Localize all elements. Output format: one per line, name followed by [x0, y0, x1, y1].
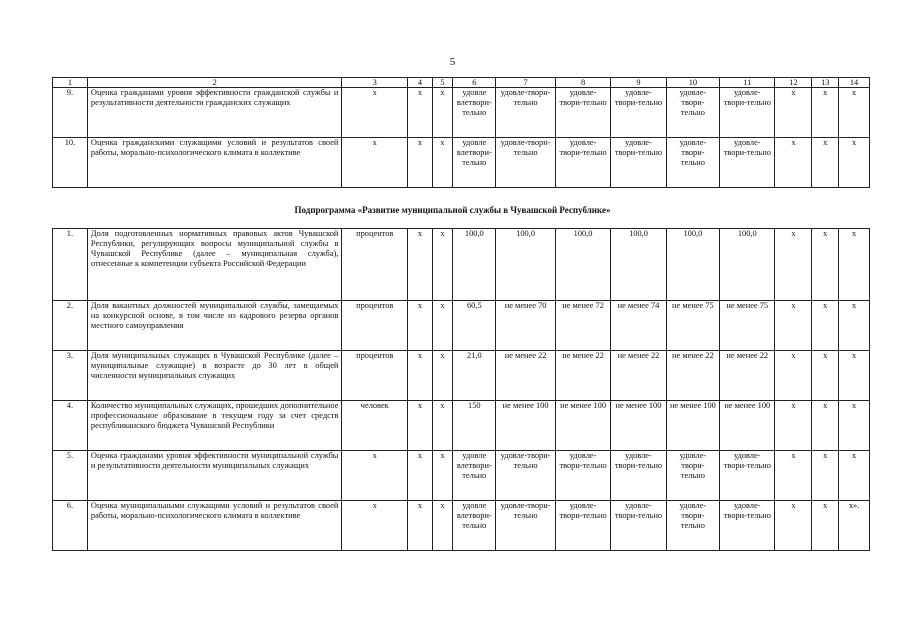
- value-cell: не менее 70: [496, 301, 556, 351]
- value-cell: не менее 75: [720, 301, 775, 351]
- value-cell: x: [812, 351, 839, 401]
- unit-cell: x: [342, 451, 408, 501]
- column-number: 7: [496, 78, 556, 88]
- unit-cell: x: [342, 501, 408, 551]
- value-cell: 100,0: [666, 229, 719, 301]
- value-cell: удовле влетвори-тельно: [453, 451, 496, 501]
- value-cell: x: [432, 301, 453, 351]
- value-cell: x: [408, 401, 433, 451]
- value-cell: x: [408, 88, 433, 138]
- indicator-name: Оценка гражданскими служащими условий и результатов своей работы, морально-психологического климата в коллективе: [87, 138, 342, 188]
- value-cell: x: [432, 451, 453, 501]
- value-cell: x: [408, 501, 433, 551]
- value-cell: 100,0: [496, 229, 556, 301]
- value-cell: 150: [453, 401, 496, 451]
- value-cell: 100,0: [555, 229, 610, 301]
- value-cell: не менее 100: [496, 401, 556, 451]
- value-cell: x: [408, 351, 433, 401]
- value-cell: удовле-твори-тельно: [555, 451, 610, 501]
- value-cell: x: [408, 301, 433, 351]
- column-number: 10: [666, 78, 719, 88]
- value-cell: не менее 100: [555, 401, 610, 451]
- value-cell: x: [775, 229, 812, 301]
- value-cell: x: [812, 401, 839, 451]
- value-cell: x: [432, 351, 453, 401]
- unit-cell: процентов: [342, 301, 408, 351]
- column-number: 1: [53, 78, 88, 88]
- indicator-name: Доля вакантных должностей муниципальной службы, замещаемых на конкурсной основе, в том числе из кадрового резерва органов местного самоуправления: [87, 301, 342, 351]
- column-number: 13: [812, 78, 839, 88]
- column-number: 6: [453, 78, 496, 88]
- value-cell: не менее 22: [720, 351, 775, 401]
- value-cell: не менее 22: [496, 351, 556, 401]
- table-row: [53, 451, 870, 501]
- value-cell: удовле-творн-тельно: [496, 138, 556, 188]
- value-cell: удовле влетвори-тельно: [453, 501, 496, 551]
- indicator-name: Оценка гражданами уровня эффективности гражданской службы и результативности деятельности гражданских служащих: [87, 88, 342, 138]
- value-cell: не менее 100: [666, 401, 719, 451]
- value-cell: x: [812, 88, 839, 138]
- indicator-name: Оценка гражданами уровня эффективности муниципальной службы и результативности деятельности муниципальных служащих: [87, 451, 342, 501]
- unit-cell: человек: [342, 401, 408, 451]
- indicator-name: Оценка муниципальными служащими условий и результатов своей работы, морально-психологического климата в коллективе: [87, 501, 342, 551]
- value-cell: не менее 100: [611, 401, 666, 451]
- value-cell: удовле-твори-тельно: [666, 88, 719, 138]
- value-cell: x: [812, 501, 839, 551]
- value-cell: удовле влетвори-тельно: [453, 88, 496, 138]
- value-cell: удовле-твори-тельно: [720, 138, 775, 188]
- table-row: [53, 88, 870, 138]
- value-cell: x: [408, 451, 433, 501]
- value-cell: удовле-твори-тельно: [666, 501, 719, 551]
- indicators-table-top: [52, 77, 870, 188]
- value-cell: 100,0: [611, 229, 666, 301]
- value-cell: x: [775, 401, 812, 451]
- value-cell: не менее 74: [611, 301, 666, 351]
- unit-cell: процентов: [342, 229, 408, 301]
- value-cell: x: [432, 501, 453, 551]
- value-cell: 21,0: [453, 351, 496, 401]
- value-cell: удовле-твори-тельно: [720, 451, 775, 501]
- value-cell: удовле-твори-тельно: [611, 138, 666, 188]
- row-number: 10.: [53, 138, 88, 188]
- indicator-name: Количество муниципальных служащих, прошедших дополнительное профессиональное образование в текущем году за счет средств республиканского бюджета Чувашской Республики: [87, 401, 342, 451]
- value-cell: удовле-твори-тельно: [555, 88, 610, 138]
- value-cell: x: [839, 229, 870, 301]
- value-cell: x: [812, 451, 839, 501]
- indicator-name: Доля подготовленных нормативных правовых актов Чувашской Республики, регулирующих вопросы муниципальной службы в Чувашской Республике (далее – муниципальная служба), отнесенные к компетенции субъекта Российской Федерации: [87, 229, 342, 301]
- value-cell: не менее 22: [555, 351, 610, 401]
- row-number: 3.: [53, 351, 88, 401]
- value-cell: удовле-твори-тельно: [666, 451, 719, 501]
- column-number: 12: [775, 78, 812, 88]
- unit-cell: процентов: [342, 351, 408, 401]
- value-cell: удовле влетвори-тельно: [453, 138, 496, 188]
- table-row: [53, 301, 870, 351]
- unit-cell: x: [342, 138, 408, 188]
- value-cell: x: [775, 351, 812, 401]
- value-cell: x: [812, 229, 839, 301]
- value-cell: x: [839, 401, 870, 451]
- value-cell: удовле-твори-тельно: [555, 138, 610, 188]
- value-cell: не менее 72: [555, 301, 610, 351]
- row-number: 9.: [53, 88, 88, 138]
- row-number: 4.: [53, 401, 88, 451]
- column-number: 2: [87, 78, 342, 88]
- value-cell: x: [432, 88, 453, 138]
- value-cell: удовле-твори-тельно: [720, 501, 775, 551]
- value-cell: 100,0: [720, 229, 775, 301]
- value-cell: x: [839, 451, 870, 501]
- value-cell: удовле-твори-тельно: [555, 501, 610, 551]
- value-cell: x: [839, 301, 870, 351]
- table-row: [53, 401, 870, 451]
- value-cell: удовле-твори-тельно: [720, 88, 775, 138]
- value-cell: x: [839, 138, 870, 188]
- value-cell: x: [775, 501, 812, 551]
- row-number: 1.: [53, 229, 88, 301]
- column-number: 3: [342, 78, 408, 88]
- value-cell: x: [812, 138, 839, 188]
- page-number: 5: [449, 56, 456, 68]
- indicators-table-subprogram: [52, 228, 870, 551]
- value-cell: x: [408, 138, 433, 188]
- row-number: 6.: [53, 501, 88, 551]
- value-cell: x: [775, 88, 812, 138]
- value-cell: x: [775, 138, 812, 188]
- value-cell: удовле-твори-тельно: [496, 501, 556, 551]
- table-row: [53, 138, 870, 188]
- value-cell: не менее 75: [666, 301, 719, 351]
- value-cell: удовле-твори-тельно: [611, 501, 666, 551]
- value-cell: x: [408, 229, 433, 301]
- column-number: 9: [611, 78, 666, 88]
- column-number-row: [53, 78, 870, 88]
- value-cell: не менее 22: [666, 351, 719, 401]
- value-cell: x: [775, 301, 812, 351]
- value-cell: x: [839, 351, 870, 401]
- value-cell: удовле-твори-тельно: [666, 138, 719, 188]
- column-number: 4: [408, 78, 433, 88]
- value-cell: удовле-твори-тельно: [611, 451, 666, 501]
- table-row: [53, 229, 870, 301]
- row-number: 5.: [53, 451, 88, 501]
- row-number: 2.: [53, 301, 88, 351]
- value-cell: удовле-твори-тельно: [611, 88, 666, 138]
- value-cell: x: [812, 301, 839, 351]
- value-cell: не менее 22: [611, 351, 666, 401]
- column-number: 11: [720, 78, 775, 88]
- value-cell: x: [839, 88, 870, 138]
- table-row: [53, 501, 870, 551]
- value-cell: 60,5: [453, 301, 496, 351]
- value-cell: удовле-творн-тельно: [496, 88, 556, 138]
- value-cell: x: [432, 138, 453, 188]
- value-cell: x».: [839, 501, 870, 551]
- value-cell: 100,0: [453, 229, 496, 301]
- indicator-name: Доля муниципальных служащих в Чувашской Республике (далее – муниципальные служащие) в возрасте до 30 лет в общей численности муниципальных служащих: [87, 351, 342, 401]
- table-row: [53, 351, 870, 401]
- value-cell: x: [432, 401, 453, 451]
- subprogram-title: Подпрограмма «Развитие муниципальной службы в Чувашской Республике»: [294, 205, 611, 215]
- value-cell: x: [432, 229, 453, 301]
- unit-cell: x: [342, 88, 408, 138]
- column-number: 8: [555, 78, 610, 88]
- value-cell: x: [775, 451, 812, 501]
- column-number: 5: [432, 78, 453, 88]
- value-cell: удовле-твори-тельно: [496, 451, 556, 501]
- column-number: 14: [839, 78, 870, 88]
- value-cell: не менее 100: [720, 401, 775, 451]
